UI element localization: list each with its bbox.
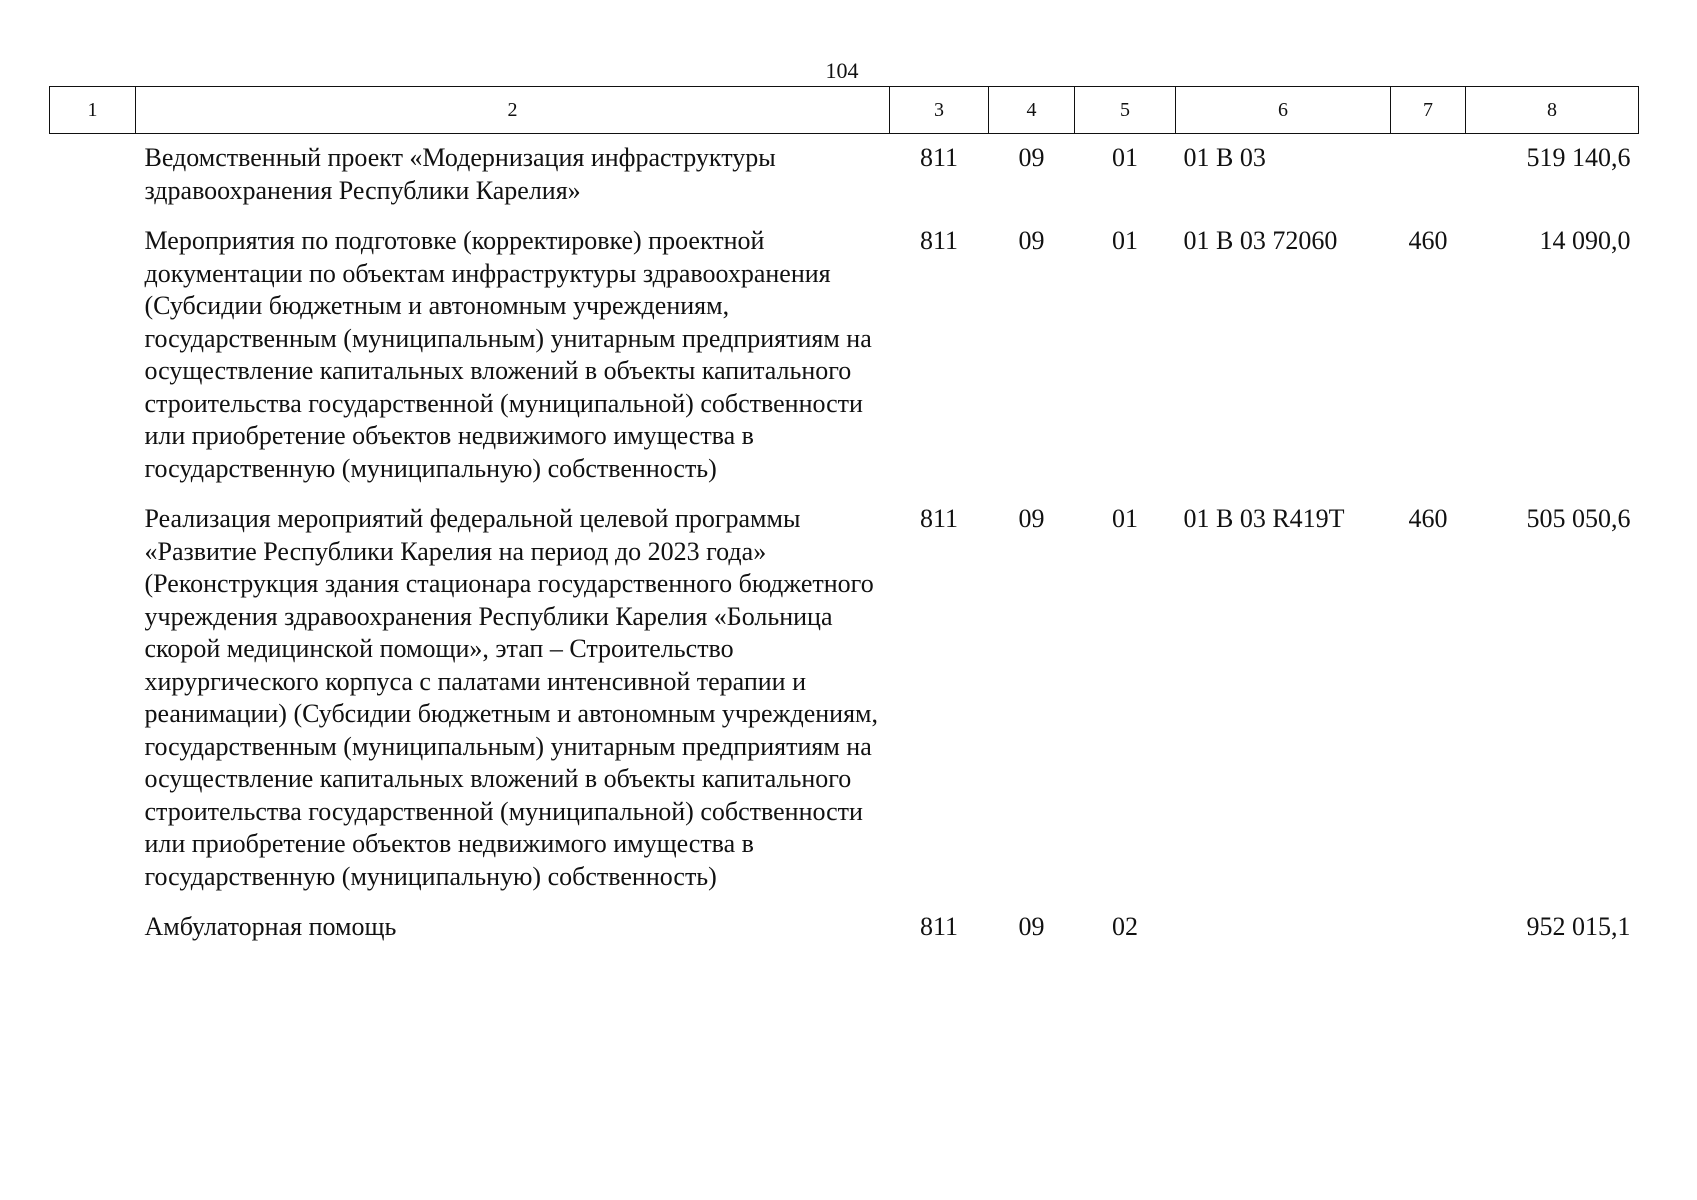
row-grbs: 811	[919, 143, 959, 172]
header-col-4: 4	[989, 87, 1075, 134]
table-row	[50, 211, 1639, 489]
row-vr	[1391, 134, 1466, 212]
row-vr: 460	[1408, 226, 1448, 255]
header-row	[50, 87, 1639, 134]
header-col-3: 3	[890, 87, 989, 134]
header-col-2: 2	[136, 87, 890, 134]
row-index-cell	[50, 211, 136, 489]
header-col-5: 5	[1075, 87, 1176, 134]
row-razdel: 09	[1018, 143, 1045, 172]
row-podrazdel: 01	[1112, 504, 1138, 533]
row-razdel: 09	[1018, 912, 1045, 941]
page-number-text: 104	[825, 58, 859, 83]
row-grbs: 811	[919, 912, 959, 941]
row-podrazdel: 01	[1112, 143, 1138, 172]
table-body	[50, 134, 1639, 948]
row-podrazdel: 02	[1112, 912, 1138, 941]
row-index-cell	[50, 897, 136, 948]
header-col-7: 7	[1391, 87, 1466, 134]
row-podrazdel: 01	[1112, 226, 1138, 255]
row-csr: 01 В 03 72060	[1183, 226, 1338, 255]
row-vr	[1391, 897, 1466, 948]
budget-table	[49, 86, 1639, 948]
row-csr	[1176, 897, 1391, 948]
row-sum: 952 015,1	[1526, 912, 1631, 941]
row-name: Амбулаторная помощь	[144, 912, 397, 941]
page-number	[0, 58, 1697, 84]
row-index-cell	[50, 489, 136, 897]
header-col-6: 6	[1176, 87, 1391, 134]
row-sum: 519 140,6	[1526, 143, 1631, 172]
row-grbs: 811	[919, 504, 959, 533]
row-razdel: 09	[1018, 504, 1045, 533]
table-header	[50, 87, 1639, 134]
row-sum: 505 050,6	[1526, 504, 1631, 533]
table-row	[50, 134, 1639, 212]
header-col-8: 8	[1466, 87, 1639, 134]
row-vr: 460	[1408, 504, 1448, 533]
row-name: Ведомственный проект «Модернизация инфраструктуры здравоохранения Республики Карелия»	[144, 143, 776, 205]
row-name: Мероприятия по подготовке (корректировке) проектной документации по объектам инфраструктуры здравоохранения (Субсидии бюджетным и автономным учреждениям, государственным (муниципальным) унитарным предприятиям на осуществление капитальных вложений в объекты капитального строительства государственной (муниципальной) собственности или приобретение объектов недвижимого имущества в государственную (муниципальную) собственность)	[144, 226, 872, 483]
row-index-cell	[50, 134, 136, 212]
row-csr: 01 В 03 R419T	[1183, 504, 1345, 533]
table-row	[50, 489, 1639, 897]
row-grbs: 811	[919, 226, 959, 255]
row-csr: 01 В 03	[1183, 143, 1266, 172]
row-sum: 14 090,0	[1539, 226, 1631, 255]
row-razdel: 09	[1018, 226, 1045, 255]
row-name: Реализация мероприятий федеральной целевой программы «Развитие Республики Карелия на период до 2023 года» (Реконструкция здания стационара государственного бюджетного учреждения здравоохранения Республики Карелия «Больница скорой медицинской помощи», этап – Строительство хирургического корпуса с палатами интенсивной терапии и реанимации) (Субсидии бюджетным и автономным учреждениям, государственным (муниципальным) унитарным предприятиям на осуществление капитальных вложений в объекты капитального строительства государственной (муниципальной) собственности или приобретение объектов недвижимого имущества в государственную (муниципальную) собственность)	[144, 504, 879, 891]
table-row	[50, 897, 1639, 948]
header-col-1: 1	[50, 87, 136, 134]
